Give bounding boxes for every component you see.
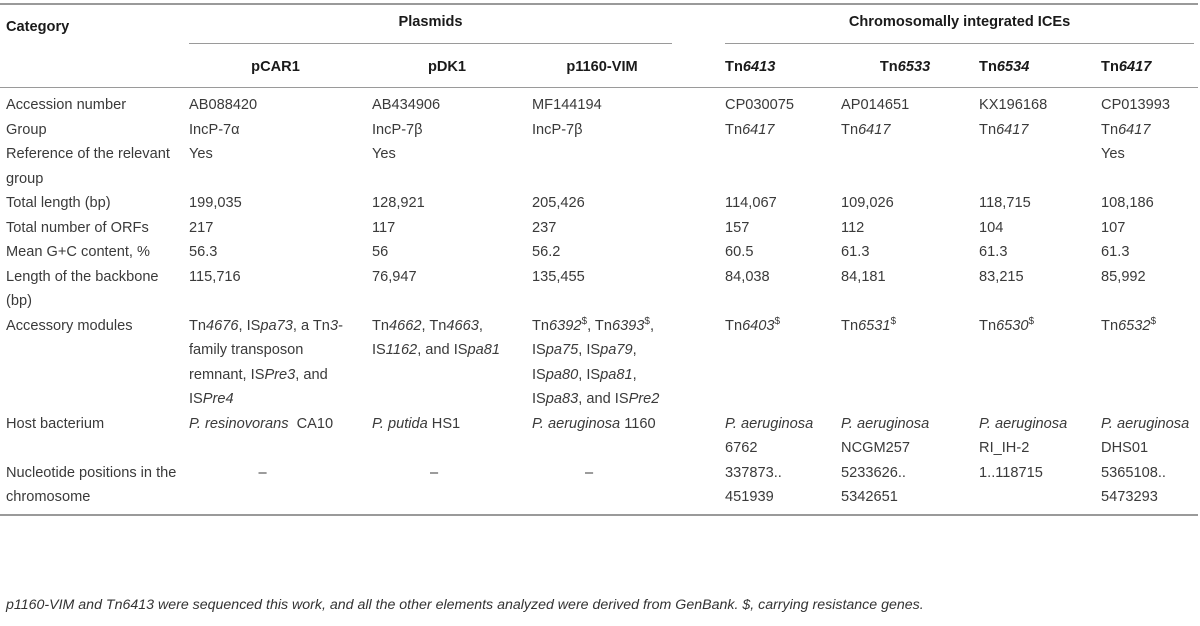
table-row [0,265,1198,314]
row-label: Length of the backbone (bp) [6,268,159,309]
cell: Tn6530$ [979,315,1035,334]
cell: 83,215 [979,268,1024,285]
cell [526,142,676,191]
cell: P. aeruginosa RI_IH-2 [979,415,1068,456]
row-label: Mean G+C content, % [6,244,150,260]
row-label: Group [6,121,47,138]
cell: Tn6417 [1101,121,1151,138]
col-header-tn6417: Tn6417 [1101,58,1152,75]
cell: IncP-7α [189,121,240,138]
cell: – [429,464,439,481]
cell: Tn6417 [979,121,1029,138]
cell: AB434906 [372,97,441,113]
table-row [0,461,1198,515]
col-header-pdk1: pDK1 [427,58,467,75]
cell: 205,426 [532,195,585,211]
cell: 128,921 [372,195,425,211]
cell: Tn6531$ [841,315,897,334]
cell: IncP-7β [372,121,423,138]
cell: IncP-7β [532,121,583,138]
cell: 157 [725,219,750,236]
row-label: Accessory modules [6,317,133,334]
cell: 61.3 [841,244,870,260]
cell: – [258,464,267,481]
cell: 104 [979,219,1004,236]
cell: AB088420 [189,97,258,113]
cell: Tn6417 [725,121,775,138]
cell: 56.3 [189,244,218,260]
cell: P. aeruginosa NCGM257 [841,415,930,456]
cell: 337873.. 451939 [725,464,782,505]
cell: Tn6403$ [725,315,781,334]
row-label: Reference of the relevant group [6,146,170,187]
category-header: Category [6,18,70,35]
cell: P. aeruginosa DHS01 [1101,415,1190,456]
col-header-tn6534: Tn6534 [979,58,1030,75]
cell: CP030075 [725,97,795,113]
cell: – [584,464,594,481]
cell: 107 [1101,219,1126,236]
table-row [0,240,1198,265]
cell: 118,715 [979,195,1031,211]
cell: 5233626.. 5342651 [841,464,906,505]
table-footnote: p1160-VIM and Tn6413 were sequenced this work, and all the other elements analyzed were derived from GenBank. $, carrying resistance genes. [6,597,924,613]
cell: 112 [841,219,865,236]
cell: 115,716 [189,268,241,285]
table-row [0,216,1198,241]
table-row [0,142,1198,191]
cell: CP013993 [1101,97,1171,113]
cell: 60.5 [725,244,754,260]
cell: 76,947 [372,268,417,285]
cell: 85,992 [1101,268,1146,285]
cell: 56 [372,244,389,260]
plasmids-group-header: Plasmids [189,10,672,44]
row-label: Total number of ORFs [6,219,149,236]
cell: 5365108.. 5473293 [1101,464,1166,505]
cell: P. aeruginosa 1160 [532,415,656,432]
cell: MF144194 [532,97,602,113]
cell: Tn6392$, Tn6393$, ISpa75, ISpa79, ISpa80, ISpa81, ISpa83, and ISPre2 [532,315,660,407]
cell: AP014651 [841,97,910,113]
table-row [0,412,1198,461]
col-header-tn6533: Tn6533 [879,58,931,75]
cell: Yes [189,146,213,162]
table-row [0,191,1198,216]
cell: 56.2 [532,244,561,260]
cell: 61.3 [1101,244,1130,260]
cell: 84,181 [841,268,886,285]
cell: Tn6532$ [1101,315,1157,334]
col-header-pcar1: pCAR1 [251,58,300,75]
row-label: Host bacterium [6,415,105,432]
table-row [0,88,1198,118]
cell: 135,455 [532,268,585,285]
cell: 84,038 [725,268,770,285]
table-row [0,314,1198,412]
cell: P. aeruginosa 6762 [725,415,814,456]
cell: 114,067 [725,195,777,211]
cell: Tn4662, Tn4663, IS1162, and ISpa81 [372,317,500,358]
col-header-p1160-vim: p1160-VIM [566,58,638,75]
cell: P. putida HS1 [372,415,461,432]
ices-group-header: Chromosomally integrated ICEs [725,10,1194,44]
row-label: Nucleotide positions in the chromosome [6,464,177,505]
cell: Tn4676, ISpa73, a Tn3-family transposon remnant, ISPre3, and ISPre4 [189,317,343,407]
cell: 1..118715 [979,464,1043,481]
cell: 199,035 [189,195,242,211]
cell: Yes [372,146,396,162]
cell: KX196168 [979,97,1048,113]
cell [973,142,1095,191]
cell [835,142,973,191]
col-header-tn6413: Tn6413 [725,58,776,75]
cell: Tn6417 [841,121,891,138]
comparison-table [0,3,1198,516]
cell: 61.3 [979,244,1008,260]
cell: 109,026 [841,195,894,211]
cell: 108,186 [1101,195,1154,211]
cell: 217 [189,219,214,236]
cell: P. resinovorans CA10 [189,415,334,432]
cell: 117 [372,219,396,236]
cell: Yes [1101,146,1125,162]
row-label: Total length (bp) [6,195,111,211]
row-label: Accession number [6,97,127,113]
table-row [0,118,1198,143]
cell: 237 [532,219,557,236]
cell [719,142,835,191]
